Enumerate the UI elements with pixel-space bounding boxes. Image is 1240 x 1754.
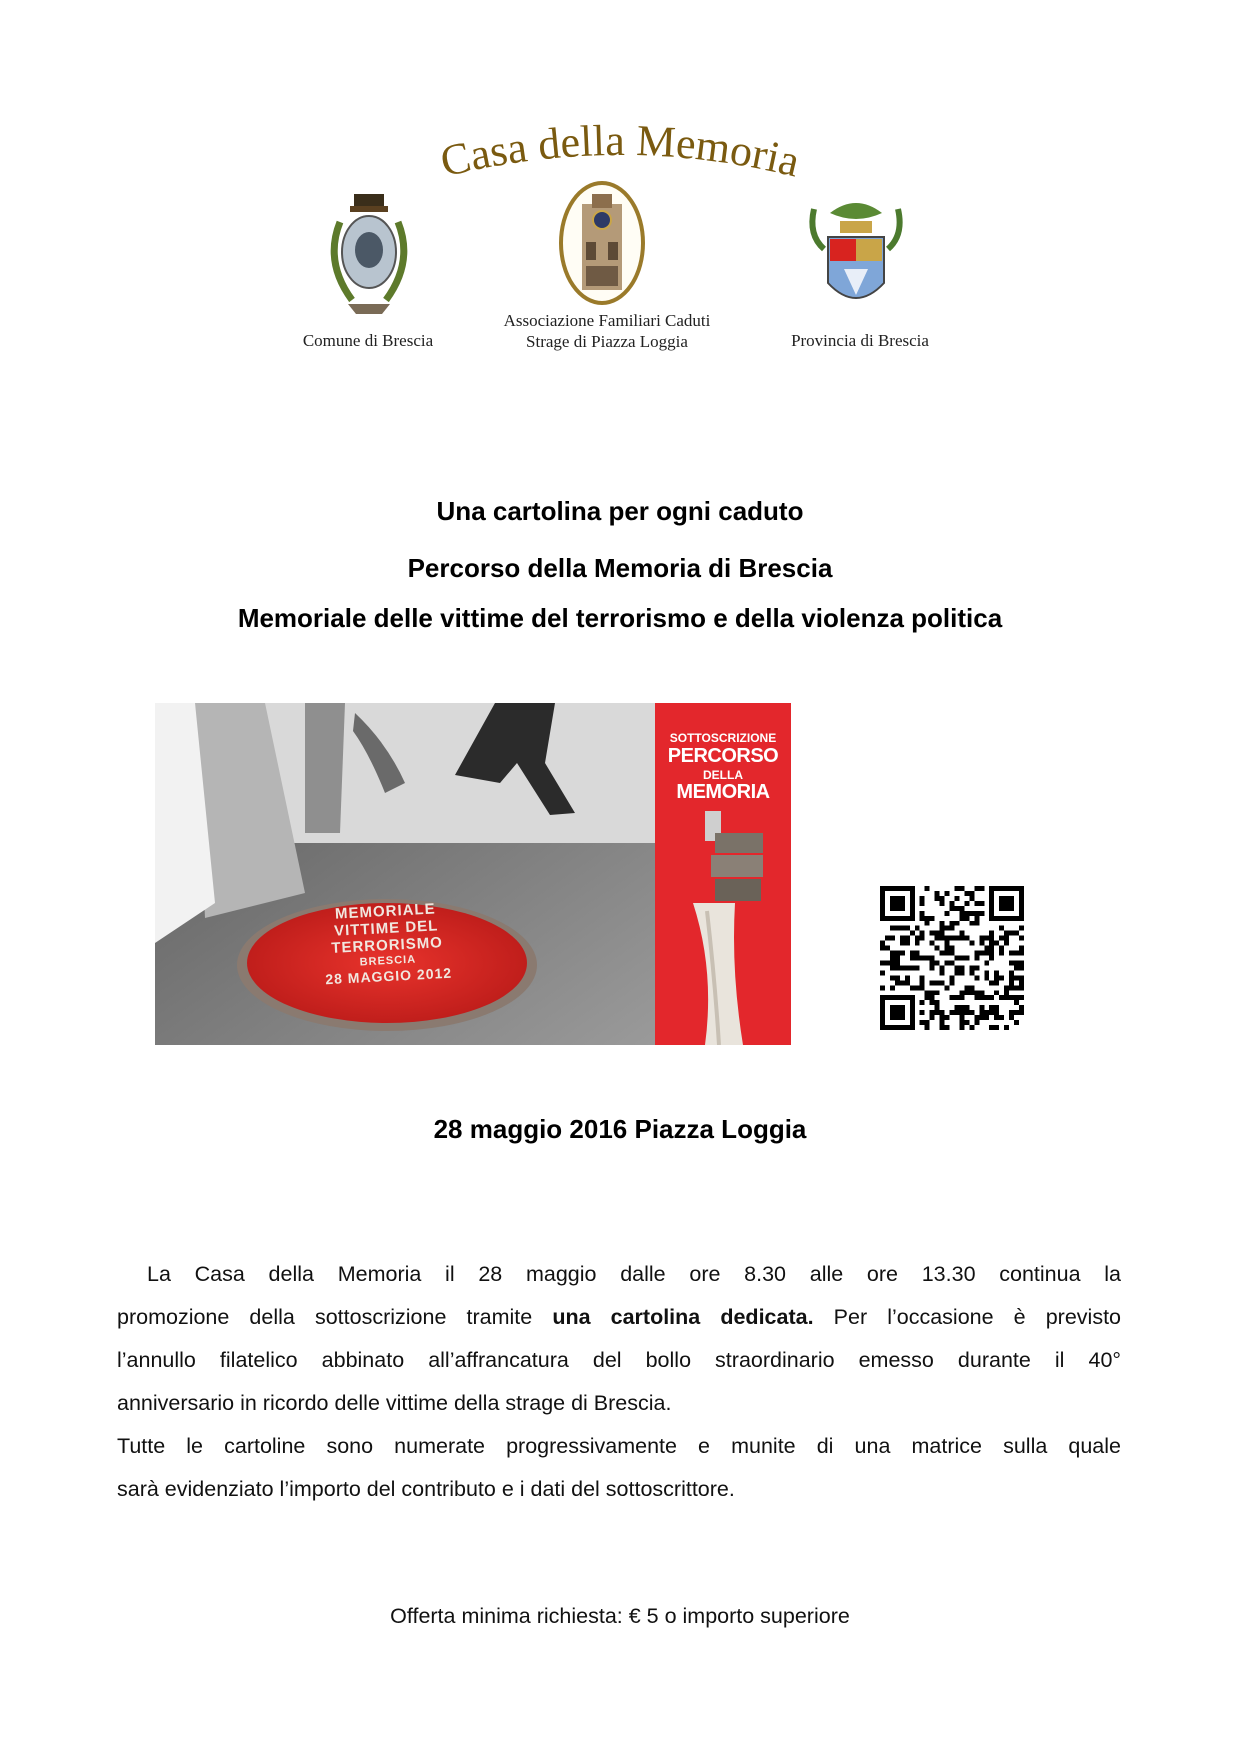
logo-label-provincia: Provincia di Brescia <box>791 331 929 350</box>
monument-icon <box>685 811 765 1045</box>
qr-code-icon <box>880 886 1024 1030</box>
poster-percorso: PERCORSO <box>667 745 779 767</box>
poster-della: DELLA <box>703 768 743 782</box>
event-date-location: 28 maggio 2016 Piazza Loggia <box>433 1114 807 1144</box>
svg-text:Casa della Memoria <box>436 116 804 186</box>
piazza-loggia-tower-icon <box>558 180 646 306</box>
heading-cartolina: Una cartolina per ogni caduto <box>436 496 804 526</box>
brescia-city-crest-icon <box>318 192 420 320</box>
heading-percorso: Percorso della Memoria di Brescia <box>407 553 833 583</box>
body-line: promozione della sottoscrizione tramite una cartolina dedicata. Per l’occasione è previsto <box>117 1305 1121 1329</box>
plaque-text: MEMORIALE VITTIME DEL TERRORISMO BRESCIA 28 MAGGIO 2012 <box>324 900 453 988</box>
body-line: l’annullo filatelico abbinato all’affrancatura del bollo straordinario emesso durante il 40° <box>117 1348 1121 1372</box>
body-line: La Casa della Memoria il 28 maggio dalle ore 8.30 alle ore 13.30 continua la <box>147 1262 1121 1286</box>
minimum-offer: Offerta minima richiesta: € 5 o importo superiore <box>390 1604 850 1628</box>
body-line: anniversario in ricordo delle vittime della strage di Brescia. <box>117 1391 672 1415</box>
brescia-province-crest-icon <box>800 195 912 320</box>
poster-memoria: MEMORIA <box>676 781 770 803</box>
body-text <box>117 1253 1121 1511</box>
highlight-cartolina: una cartolina dedicata. <box>552 1305 814 1329</box>
body-line: sarà evidenziato l’importo del contributo e i dati del sottoscrittore. <box>117 1477 735 1501</box>
heading-memoriale: Memoriale delle vittime del terrorismo e della violenza politica <box>237 603 1003 633</box>
poster-sottoscrizione: SOTTOSCRIZIONE <box>669 731 777 745</box>
body-line: Tutte le cartoline sono numerate progressivamente e munite di una matrice sulla quale <box>117 1434 1121 1458</box>
subscription-poster <box>655 703 791 1045</box>
logo-label-comune: Comune di Brescia <box>302 331 434 350</box>
header-title-text: Casa della Memoria <box>435 115 805 187</box>
logo-label-associazione: Associazione Familiari Caduti Strage di Piazza Loggia <box>503 311 711 351</box>
memorial-photo <box>155 703 655 1045</box>
